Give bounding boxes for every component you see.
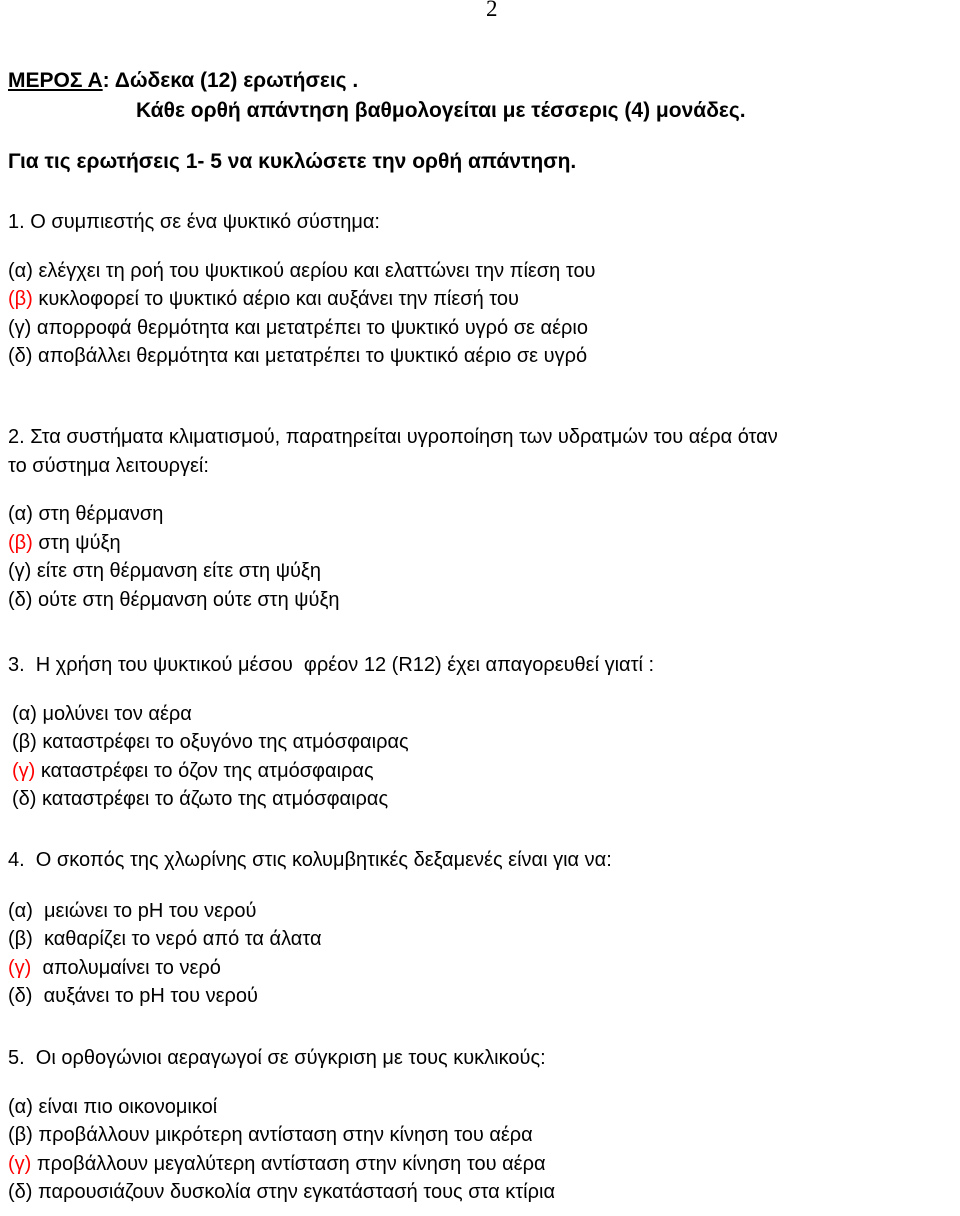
option-text: καταστρέφει το άζωτο της ατμόσφαιρας	[36, 788, 389, 811]
option-text: αποβάλλει θερμότητα και μετατρέπει το ψυκτικό αέριο σε υγρό	[32, 345, 588, 368]
option-d[interactable]	[8, 586, 778, 615]
option-c[interactable]	[8, 314, 596, 343]
option-d[interactable]	[8, 342, 596, 371]
option-a[interactable]	[8, 500, 778, 529]
option-text: ελέγχει τη ροή του ψυκτικού αερίου και ελαττώνει την πίεση του	[32, 259, 596, 282]
option-text: απολυμαίνει το νερό	[31, 956, 221, 979]
option-text: στη θέρμανση	[32, 503, 164, 526]
page-number: 2	[486, 0, 498, 21]
option-marker: (δ)	[8, 345, 33, 368]
option-text: καθαρίζει το νερό από τα άλατα	[32, 928, 322, 951]
option-text: είτε στη θέρμανση είτε στη ψύξη	[31, 560, 321, 583]
option-a[interactable]	[8, 1093, 555, 1122]
option-marker: (α)	[8, 899, 33, 922]
header-title: : Δώδεκα (12) ερωτήσεις .	[102, 69, 359, 92]
options-list	[8, 500, 778, 614]
option-marker: (δ)	[8, 985, 33, 1008]
option-marker: (α)	[12, 702, 37, 725]
header-line-2: Κάθε ορθή απάντηση βαθμολογείται με τέσσερις (4) μονάδες.	[136, 99, 746, 122]
question-3	[8, 651, 654, 814]
instruction: Για τις ερωτήσεις 1- 5 να κυκλώσετε την ορθή απάντηση.	[8, 150, 577, 173]
question-text: 4. Ο σκοπός της χλωρίνης στις κολυμβητικές δεξαμενές είναι για να:	[8, 849, 612, 871]
header-line-1	[8, 66, 746, 96]
part-label: ΜΕΡΟΣ Α	[8, 69, 103, 92]
option-marker: (δ)	[8, 588, 33, 611]
option-text: παρουσιάζουν δυσκολία στην εγκατάστασή τους στα κτίρια	[32, 1181, 556, 1204]
option-marker: (α)	[8, 503, 33, 526]
question-5	[8, 1044, 555, 1207]
option-text: μολύνει τον αέρα	[36, 702, 192, 725]
option-a[interactable]	[8, 257, 596, 286]
option-b[interactable]	[8, 925, 612, 954]
option-marker: (β)	[8, 1124, 33, 1147]
section-header	[8, 66, 746, 126]
option-d[interactable]	[8, 982, 612, 1011]
option-b[interactable]	[8, 1121, 555, 1150]
option-marker-correct: (β)	[8, 531, 33, 554]
option-c[interactable]	[12, 757, 654, 786]
option-marker: (γ)	[8, 316, 32, 339]
option-d[interactable]	[12, 785, 654, 814]
option-text: καταστρέφει το οξυγόνο της ατμόσφαιρας	[36, 731, 409, 754]
question-text: 5. Οι ορθογώνιοι αεραγωγοί σε σύγκριση με τους κυκλικούς:	[8, 1047, 546, 1069]
option-a[interactable]	[8, 897, 612, 926]
option-text: αυξάνει το pH του νερού	[32, 985, 258, 1008]
option-text: προβάλλουν μικρότερη αντίσταση στην κίνηση του αέρα	[32, 1124, 533, 1147]
option-c[interactable]	[8, 1150, 555, 1179]
options-list	[8, 257, 596, 371]
option-text: ούτε στη θέρμανση ούτε στη ψύξη	[32, 588, 340, 611]
question-text: 2. Στα συστήματα κλιματισμού, παρατηρείται υγροποίηση των υδρατμών του αέρα όταν	[8, 426, 778, 448]
option-text: στη ψύξη	[32, 531, 121, 554]
option-text: καταστρέφει το όζον της ατμόσφαιρας	[35, 759, 374, 782]
option-b[interactable]	[8, 529, 778, 558]
option-text: προβάλλουν μεγαλύτερη αντίσταση στην κίνηση του αέρα	[31, 1152, 546, 1175]
options-list	[8, 897, 612, 1011]
option-c[interactable]	[8, 954, 612, 983]
option-marker-correct: (γ)	[12, 759, 36, 782]
question-text-continued: το σύστημα λειτουργεί:	[8, 454, 209, 477]
question-text: 1. Ο συμπιεστής σε ένα ψυκτικό σύστημα:	[8, 211, 380, 233]
option-marker: (α)	[8, 259, 33, 282]
option-marker-correct: (γ)	[8, 956, 32, 979]
question-4	[8, 846, 612, 1011]
option-c[interactable]	[8, 557, 778, 586]
option-marker: (β)	[8, 928, 33, 951]
question-1	[8, 208, 596, 371]
option-text: κυκλοφορεί το ψυκτικό αέριο και αυξάνει την πίεσή του	[32, 288, 519, 311]
options-list	[8, 1093, 555, 1207]
option-marker: (δ)	[8, 1181, 33, 1204]
question-text: 3. Η χρήση του ψυκτικού μέσου φρέον 12 (R12) έχει απαγορευθεί γιατί :	[8, 654, 655, 676]
option-d[interactable]	[8, 1178, 555, 1207]
option-marker-correct: (γ)	[8, 1152, 32, 1175]
option-a[interactable]	[12, 700, 654, 729]
option-text: απορροφά θερμότητα και μετατρέπει το ψυκτικό υγρό σε αέριο	[31, 316, 588, 339]
option-b[interactable]	[8, 285, 596, 314]
option-text: μειώνει το pH του νερού	[32, 899, 257, 922]
option-text: είναι πιο οικονομικοί	[32, 1095, 218, 1118]
option-marker: (β)	[12, 731, 37, 754]
option-marker: (α)	[8, 1095, 33, 1118]
option-marker-correct: (β)	[8, 288, 33, 311]
option-marker: (δ)	[12, 788, 37, 811]
option-b[interactable]	[12, 728, 654, 757]
option-marker: (γ)	[8, 560, 32, 583]
question-2	[8, 423, 778, 615]
options-list	[8, 700, 654, 814]
